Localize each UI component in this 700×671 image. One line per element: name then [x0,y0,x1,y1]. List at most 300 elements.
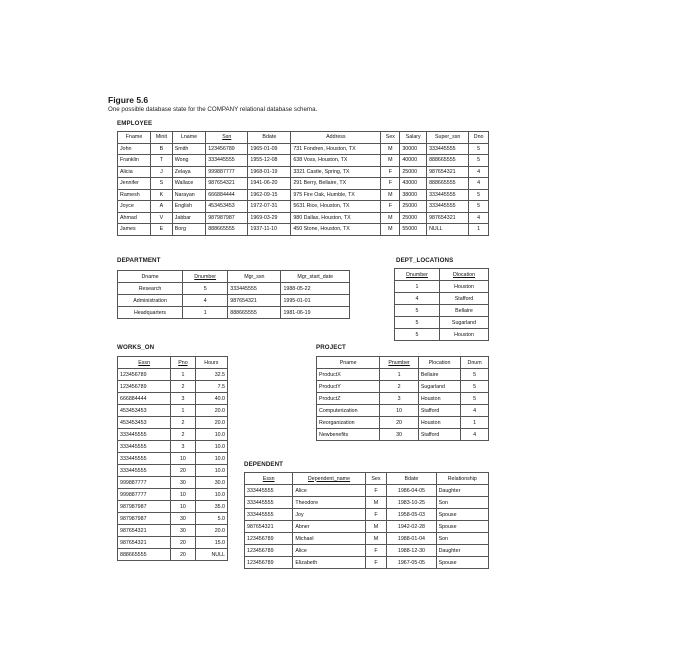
table-cell: 333445555 [118,465,171,477]
table-cell: John [118,143,151,155]
table-row [395,293,489,305]
header-row [118,357,228,369]
table-cell: NULL [195,549,227,561]
table-cell: Daughter [436,545,488,557]
table-cell: 5 [469,155,489,167]
table-cell: Bellaire [418,369,460,381]
table-cell: Jennifer [118,178,151,190]
header-row [118,271,350,283]
table-row [118,166,489,178]
table-cell: J [151,166,173,178]
table-cell: Elizabeth [293,557,365,569]
table-cell: Alice [293,545,365,557]
table-cell: NULL [427,224,469,236]
column-header: Mgr_start_date [281,271,350,283]
table-cell: 1 [461,417,489,429]
table-cell: 1942-02-28 [387,521,436,533]
table-cell: 1 [171,405,195,417]
table-row [317,381,489,393]
department-table [117,270,350,319]
table-cell: M [365,521,387,533]
table-cell: ProductZ [317,393,380,405]
works-on-label: WORKS_ON [117,344,155,351]
table-cell: 453453453 [206,201,248,213]
table-cell: 888665555 [228,307,281,319]
table-cell: Narayan [172,189,205,201]
table-cell: 333445555 [206,155,248,167]
table-cell: S [151,178,173,190]
table-cell: 5 [469,201,489,213]
table-cell: 4 [469,178,489,190]
table-cell: Alice [293,485,365,497]
table-cell: 55000 [400,224,427,236]
table-cell: 888665555 [427,178,469,190]
table-row [118,201,489,213]
table-row [395,329,489,341]
table-cell: 975 Fire Oak, Humble, TX [291,189,381,201]
table-cell: 5631 Rice, Houston, TX [291,201,381,213]
table-row [118,549,228,561]
table-row [118,178,489,190]
table-cell: Joyce [118,201,151,213]
table-cell: 3 [171,441,195,453]
table-row [317,429,489,441]
table-cell: 1988-12-30 [387,545,436,557]
table-cell: Franklin [118,155,151,167]
table-cell: M [365,497,387,509]
table-cell: V [151,212,173,224]
table-row [245,509,489,521]
table-row [245,521,489,533]
table-cell: Houston [418,393,460,405]
table-cell: 1 [183,307,228,319]
table-cell: 10 [171,453,195,465]
column-header: Fname [118,132,151,144]
table-cell: M [381,155,400,167]
column-header: Pname [317,357,380,369]
table-cell: 123456789 [206,143,248,155]
table-cell: 1941-06-20 [248,178,291,190]
table-cell: ProductX [317,369,380,381]
table-cell: Alicia [118,166,151,178]
table-cell: 1 [395,281,440,293]
department-label: DEPARTMENT [117,257,161,264]
table-cell: Houston [440,329,489,341]
table-row [118,441,228,453]
table-row [317,417,489,429]
table-cell: Sugarland [440,317,489,329]
table-cell: Headquarters [118,307,183,319]
table-cell: 30 [171,525,195,537]
table-cell: Son [436,533,488,545]
table-cell: 4 [395,293,440,305]
table-cell: 666884444 [118,393,171,405]
column-header: Pnumber [380,357,419,369]
table-cell: 3 [171,393,195,405]
table-row [245,485,489,497]
table-cell: 1981-06-19 [281,307,350,319]
table-cell: 980 Dallas, Houston, TX [291,212,381,224]
table-row [118,381,228,393]
table-cell: 3 [380,393,419,405]
table-cell: 5 [395,317,440,329]
table-cell: 1988-05-22 [281,283,350,295]
table-row [118,295,350,307]
dependent-table [244,472,489,569]
table-cell: 2 [171,429,195,441]
table-cell: 7.5 [195,381,227,393]
table-cell: 5 [469,189,489,201]
table-cell: 10.0 [195,429,227,441]
table-cell: 25000 [400,212,427,224]
column-header: Plocation [418,357,460,369]
column-header: Bdate [387,473,436,485]
table-cell: 666884444 [206,189,248,201]
table-cell: 987654321 [245,521,293,533]
table-row [118,283,350,295]
table-cell: 333445555 [228,283,281,295]
table-cell: 10.0 [195,453,227,465]
table-cell: T [151,155,173,167]
table-cell: 25000 [400,201,427,213]
table-cell: K [151,189,173,201]
table-cell: 1 [171,369,195,381]
dependent-label: DEPENDENT [244,461,284,468]
table-cell: 5 [461,381,489,393]
table-cell: 5.0 [195,513,227,525]
table-cell: 987987987 [118,501,171,513]
table-cell: 123456789 [245,545,293,557]
table-row [118,417,228,429]
table-cell: 30.0 [195,477,227,489]
table-cell: Michael [293,533,365,545]
table-cell: 5 [461,369,489,381]
table-cell: A [151,201,173,213]
table-cell: 999887777 [118,489,171,501]
table-cell: 1 [469,224,489,236]
table-cell: B [151,143,173,155]
table-cell: 35.0 [195,501,227,513]
table-cell: 1988-01-04 [387,533,436,545]
table-cell: 1937-11-10 [248,224,291,236]
table-row [395,281,489,293]
table-cell: 5 [395,305,440,317]
column-header: Dname [118,271,183,283]
table-cell: 123456789 [245,557,293,569]
table-row [118,369,228,381]
table-cell: English [172,201,205,213]
table-row [395,305,489,317]
table-cell: 987654321 [427,212,469,224]
table-row [118,465,228,477]
column-header: Dnumber [183,271,228,283]
table-cell: 333445555 [245,497,293,509]
table-cell: 1995-01-01 [281,295,350,307]
table-cell: 731 Fondren, Houston, TX [291,143,381,155]
table-cell: F [365,557,387,569]
table-cell: M [381,212,400,224]
table-cell: 20 [171,537,195,549]
table-cell: E [151,224,173,236]
column-header: Ssn [206,132,248,144]
table-row [118,189,489,201]
figure-caption: One possible database state for the COMPANY relational database schema. [108,106,318,113]
table-cell: 5 [183,283,228,295]
column-header: Dnum [461,357,489,369]
table-cell: 1968-01-19 [248,166,291,178]
table-cell: 333445555 [245,509,293,521]
employee-label: EMPLOYEE [117,120,153,127]
table-cell: Administration [118,295,183,307]
table-row [118,212,489,224]
table-cell: 987654321 [228,295,281,307]
table-row [118,429,228,441]
table-row [118,489,228,501]
table-cell: 123456789 [245,533,293,545]
table-cell: 10 [380,405,419,417]
table-cell: 10.0 [195,489,227,501]
table-cell: 30 [171,477,195,489]
project-table [316,356,489,441]
table-cell: 987654321 [206,178,248,190]
table-cell: 987654321 [118,525,171,537]
column-header: Dependent_name [293,473,365,485]
table-cell: 999887777 [118,477,171,489]
table-cell: 32.5 [195,369,227,381]
table-cell: F [381,166,400,178]
table-cell: 1965-01-09 [248,143,291,155]
works-on-table [117,356,228,561]
column-header: Minit [151,132,173,144]
table-row [317,369,489,381]
table-cell: 4 [183,295,228,307]
table-cell: Sugarland [418,381,460,393]
table-cell: 4 [461,405,489,417]
table-cell: 20.0 [195,405,227,417]
table-cell: 333445555 [427,201,469,213]
table-cell: Newbenefits [317,429,380,441]
table-row [118,453,228,465]
column-header: Salary [400,132,427,144]
table-row [245,557,489,569]
column-header: Essn [245,473,293,485]
table-cell: M [381,143,400,155]
table-cell: Bellaire [440,305,489,317]
table-cell: 888665555 [118,549,171,561]
table-cell: 2 [171,417,195,429]
column-header: Lname [172,132,205,144]
table-cell: 20 [171,465,195,477]
table-cell: Joy [293,509,365,521]
table-cell: 25000 [400,166,427,178]
table-cell: Theodore [293,497,365,509]
table-cell: 333445555 [118,441,171,453]
table-cell: F [381,178,400,190]
table-cell: 30 [171,513,195,525]
table-row [245,497,489,509]
table-row [118,405,228,417]
table-cell: 4 [469,166,489,178]
table-cell: 1969-03-29 [248,212,291,224]
table-cell: F [381,201,400,213]
table-cell: 450 Stone, Houston, TX [291,224,381,236]
table-cell: 888665555 [206,224,248,236]
column-header: Super_ssn [427,132,469,144]
table-cell: 987987987 [206,212,248,224]
table-cell: 38000 [400,189,427,201]
table-cell: 1 [380,369,419,381]
table-cell: 10.0 [195,441,227,453]
table-row [317,393,489,405]
table-cell: Stafford [440,293,489,305]
table-cell: 291 Berry, Bellaire, TX [291,178,381,190]
table-cell: Wallace [172,178,205,190]
table-cell: 453453453 [118,417,171,429]
table-row [118,224,489,236]
table-cell: F [365,485,387,497]
table-cell: 1958-05-03 [387,509,436,521]
column-header: Dnumber [395,269,440,281]
table-cell: Spouse [436,521,488,533]
table-cell: 3321 Castle, Spring, TX [291,166,381,178]
table-cell: 453453453 [118,405,171,417]
dept-locations-label: DEPT_LOCATIONS [396,257,454,264]
table-cell: Abner [293,521,365,533]
table-cell: 40.0 [195,393,227,405]
table-cell: 638 Voss, Houston, TX [291,155,381,167]
table-cell: 30000 [400,143,427,155]
table-cell: Zelaya [172,166,205,178]
table-cell: Stafford [418,429,460,441]
table-row [395,317,489,329]
table-cell: Spouse [436,557,488,569]
figure-title: Figure 5.6 [108,95,149,105]
column-header: Bdate [248,132,291,144]
table-cell: 987654321 [427,166,469,178]
table-cell: 30 [380,429,419,441]
table-cell: M [365,533,387,545]
table-cell: Ahmad [118,212,151,224]
table-cell: 333445555 [118,453,171,465]
table-cell: 1967-05-05 [387,557,436,569]
table-cell: F [365,545,387,557]
table-cell: Computerization [317,405,380,417]
column-header: Pno [171,357,195,369]
column-header: Relationship [436,473,488,485]
table-cell: Houston [440,281,489,293]
table-cell: Daughter [436,485,488,497]
table-cell: 888665555 [427,155,469,167]
header-row [395,269,489,281]
table-cell: 1972-07-31 [248,201,291,213]
table-row [118,477,228,489]
table-cell: James [118,224,151,236]
table-cell: Son [436,497,488,509]
table-cell: F [365,509,387,521]
table-cell: 333445555 [427,143,469,155]
table-row [245,545,489,557]
table-cell: M [381,224,400,236]
table-cell: 10 [171,501,195,513]
table-cell: 123456789 [118,381,171,393]
header-row [118,132,489,144]
table-cell: Jabbar [172,212,205,224]
table-cell: 5 [395,329,440,341]
table-cell: 987987987 [118,513,171,525]
column-header: Sex [381,132,400,144]
column-header: Mgr_ssn [228,271,281,283]
table-cell: 333445555 [245,485,293,497]
dept-locations-table [394,268,489,341]
table-row [118,513,228,525]
table-row [245,533,489,545]
employee-table [117,131,489,236]
table-row [118,143,489,155]
column-header: Address [291,132,381,144]
table-row [118,525,228,537]
table-cell: ProductY [317,381,380,393]
table-cell: Ramesh [118,189,151,201]
table-row [118,155,489,167]
table-cell: 1962-09-15 [248,189,291,201]
table-cell: Smith [172,143,205,155]
table-cell: 123456789 [118,369,171,381]
table-row [118,393,228,405]
table-cell: Houston [418,417,460,429]
table-row [118,307,350,319]
table-cell: 1983-10-25 [387,497,436,509]
table-cell: 20 [380,417,419,429]
table-cell: Spouse [436,509,488,521]
table-cell: 20 [171,549,195,561]
column-header: Dlocation [440,269,489,281]
table-cell: Wong [172,155,205,167]
table-cell: 2 [171,381,195,393]
table-cell: Borg [172,224,205,236]
table-cell: 1986-04-05 [387,485,436,497]
table-cell: 987654321 [118,537,171,549]
table-cell: Research [118,283,183,295]
table-cell: Stafford [418,405,460,417]
table-row [118,501,228,513]
table-cell: 5 [461,393,489,405]
column-header: Essn [118,357,171,369]
table-cell: 333445555 [427,189,469,201]
project-label: PROJECT [316,344,346,351]
table-cell: 5 [469,143,489,155]
table-cell: 43000 [400,178,427,190]
table-cell: 4 [469,212,489,224]
table-cell: 999887777 [206,166,248,178]
table-cell: M [381,189,400,201]
table-cell: 20.0 [195,417,227,429]
table-cell: 15.0 [195,537,227,549]
table-cell: 10 [171,489,195,501]
table-cell: Reorganization [317,417,380,429]
table-cell: 10.0 [195,465,227,477]
table-cell: 20.0 [195,525,227,537]
table-cell: 1955-12-08 [248,155,291,167]
table-cell: 4 [461,429,489,441]
header-row [317,357,489,369]
column-header: Hours [195,357,227,369]
table-cell: 2 [380,381,419,393]
table-cell: 333445555 [118,429,171,441]
column-header: Sex [365,473,387,485]
header-row [245,473,489,485]
table-cell: 40000 [400,155,427,167]
table-row [118,537,228,549]
